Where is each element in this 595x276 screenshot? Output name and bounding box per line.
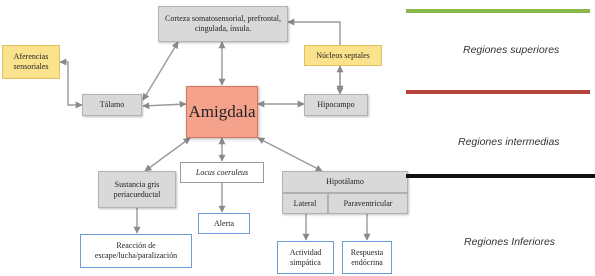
- sustancia-gris-node: Sustancia gris periacueductal: [98, 171, 176, 208]
- intermedia-region-bar: [406, 90, 590, 94]
- nucleos-septales-node: Núcleos septales: [304, 45, 382, 66]
- paraventricular-node: Paraventricular: [328, 193, 408, 214]
- locus-coeruleus-node: Locus coeruleus: [180, 162, 264, 183]
- aferencias-node: Aferencias sensoriales: [2, 45, 60, 79]
- superior-region-label: Regiones superiores: [463, 44, 560, 56]
- reaccion-node: Reacción de escape/lucha/paralización: [80, 234, 192, 268]
- respuesta-node: Respuesta endócrina: [342, 241, 392, 274]
- lateral-node: Lateral: [282, 193, 328, 214]
- corteza-node: Corteza somatosensorial, prefrontal, cingulada, ínsula.: [158, 6, 288, 42]
- talamo-node: Tálamo: [82, 94, 142, 116]
- superior-region-bar: [406, 9, 590, 13]
- hipotalamo-node: Hipotálamo: [282, 171, 408, 193]
- intermedia-region-label: Regiones intermedias: [458, 136, 560, 148]
- hipocampo-node: Hipocampo: [304, 94, 368, 116]
- inferior-region-label: Regiones Inferiores: [464, 236, 556, 248]
- amigdala-node: Amigdala: [186, 86, 258, 138]
- actividad-node: Actividad simpática: [277, 241, 334, 274]
- inferior-region-bar: [406, 174, 595, 178]
- alerta-node: Alerta: [198, 213, 250, 234]
